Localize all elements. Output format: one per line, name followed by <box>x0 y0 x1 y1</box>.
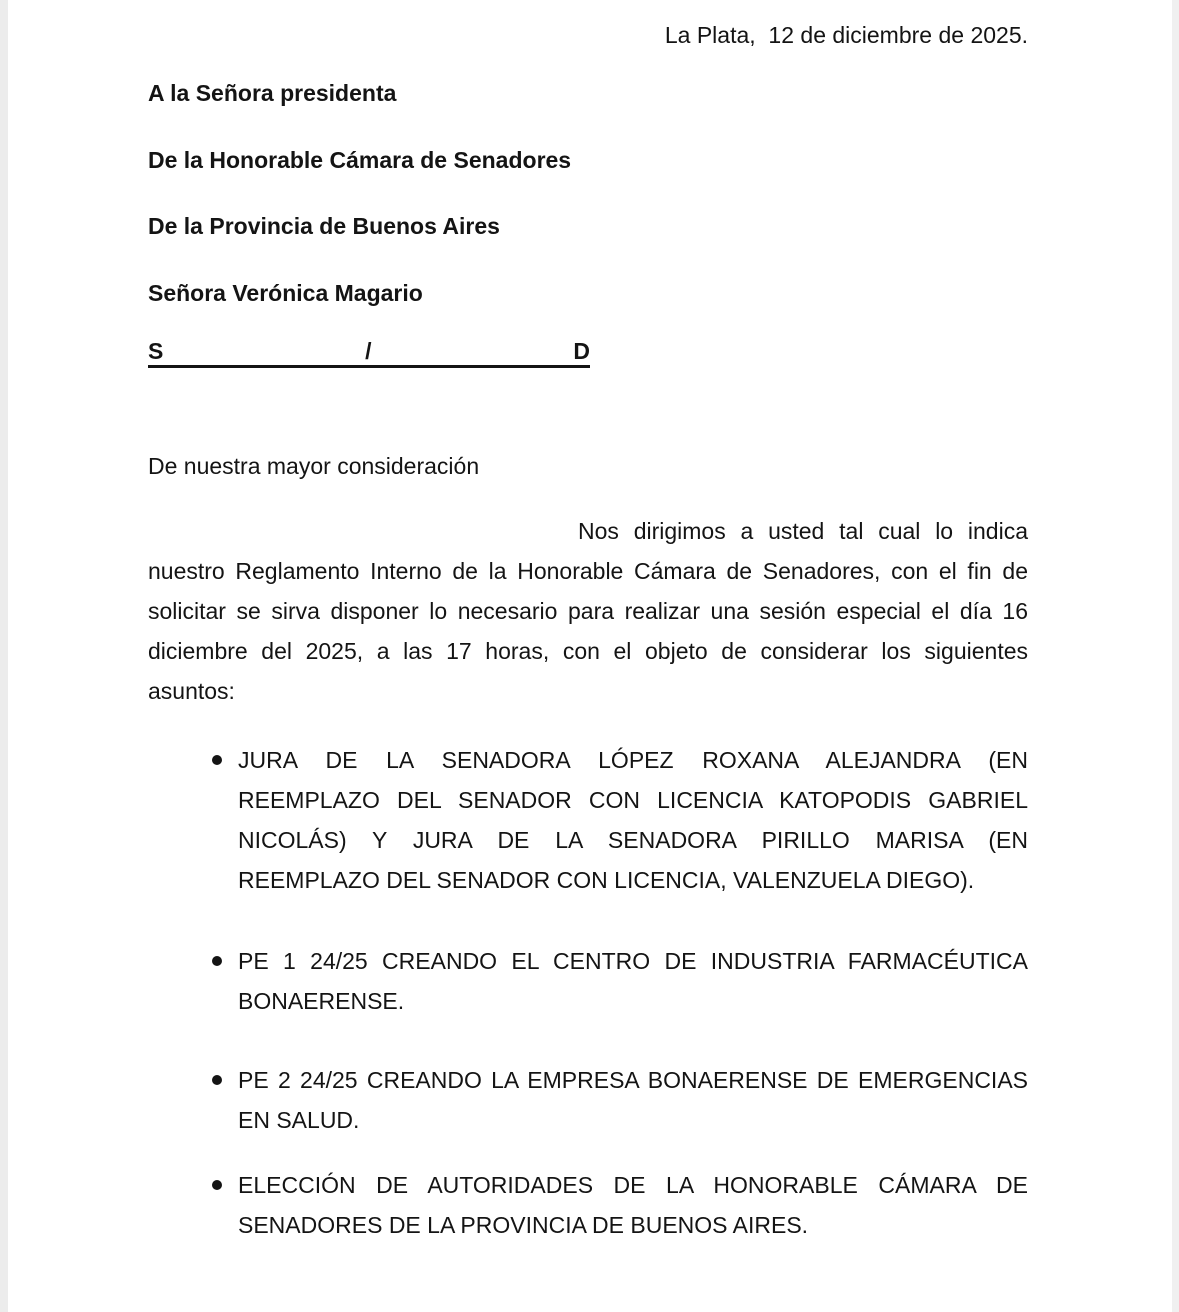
agenda-line: PE 1 24/25 CREANDO EL CENTRO DE INDUSTRIA FARMACÉUTICA <box>238 948 1028 974</box>
recipient-line-1: A la Señora presidenta <box>148 80 397 106</box>
body-paragraph <box>148 511 1028 711</box>
agenda-item-text <box>148 1060 1028 1140</box>
agenda-item-jura <box>148 740 1028 900</box>
agenda-line: BONAERENSE. <box>238 988 405 1014</box>
agenda-line: ELECCIÓN DE AUTORIDADES DE LA HONORABLE CÁMARA DE <box>238 1172 1028 1198</box>
body-line: Nos dirigimos a usted tal cual lo indica <box>578 518 1028 544</box>
date-line: La Plata, 12 de diciembre de 2025. <box>664 22 1028 48</box>
agenda-item-text <box>148 1165 1028 1245</box>
page-right-edge <box>1172 0 1179 1312</box>
salutation-d: D <box>573 338 590 364</box>
bullet-icon <box>212 956 222 966</box>
body-line: solicitar se sirva disponer lo necesario para realizar una sesión especial el día 16 <box>148 598 1028 624</box>
greeting-line: De nuestra mayor consideración <box>148 453 480 479</box>
salutation-s-d-line <box>148 337 590 368</box>
agenda-line: PE 2 24/25 CREANDO LA EMPRESA BONAERENSE DE EMERGENCIAS <box>238 1067 1028 1093</box>
agenda-line: JURA DE LA SENADORA LÓPEZ ROXANA ALEJANDRA (EN <box>238 747 1028 773</box>
agenda-line: NICOLÁS) Y JURA DE LA SENADORA PIRILLO MARISA (EN <box>238 827 1028 853</box>
salutation-s: S <box>148 338 164 364</box>
body-line: asuntos: <box>148 678 235 704</box>
recipient-line-3: De la Provincia de Buenos Aires <box>148 213 500 239</box>
body-line: diciembre del 2025, a las 17 horas, con el objeto de considerar los siguientes <box>148 638 1028 664</box>
agenda-item-text <box>148 740 1028 900</box>
recipient-line-4: Señora Verónica Magario <box>148 280 423 306</box>
agenda-line: REEMPLAZO DEL SENADOR CON LICENCIA KATOPODIS GABRIEL <box>238 787 1028 813</box>
agenda-item-pe1 <box>148 941 1028 1021</box>
salutation-slash: / <box>365 338 372 364</box>
agenda-item-text <box>148 941 1028 1021</box>
agenda-line: REEMPLAZO DEL SENADOR CON LICENCIA, VALENZUELA DIEGO). <box>238 867 975 893</box>
bullet-icon <box>212 1180 222 1190</box>
agenda-item-pe2 <box>148 1060 1028 1140</box>
agenda-item-eleccion <box>148 1165 1028 1245</box>
body-line: nuestro Reglamento Interno de la Honorable Cámara de Senadores, con el fin de <box>148 558 1028 584</box>
bullet-icon <box>212 755 222 765</box>
page-left-edge <box>0 0 8 1312</box>
agenda-line: SENADORES DE LA PROVINCIA DE BUENOS AIRES. <box>238 1212 809 1238</box>
bullet-icon <box>212 1075 222 1085</box>
recipient-line-2: De la Honorable Cámara de Senadores <box>148 147 572 173</box>
agenda-line: EN SALUD. <box>238 1107 360 1133</box>
